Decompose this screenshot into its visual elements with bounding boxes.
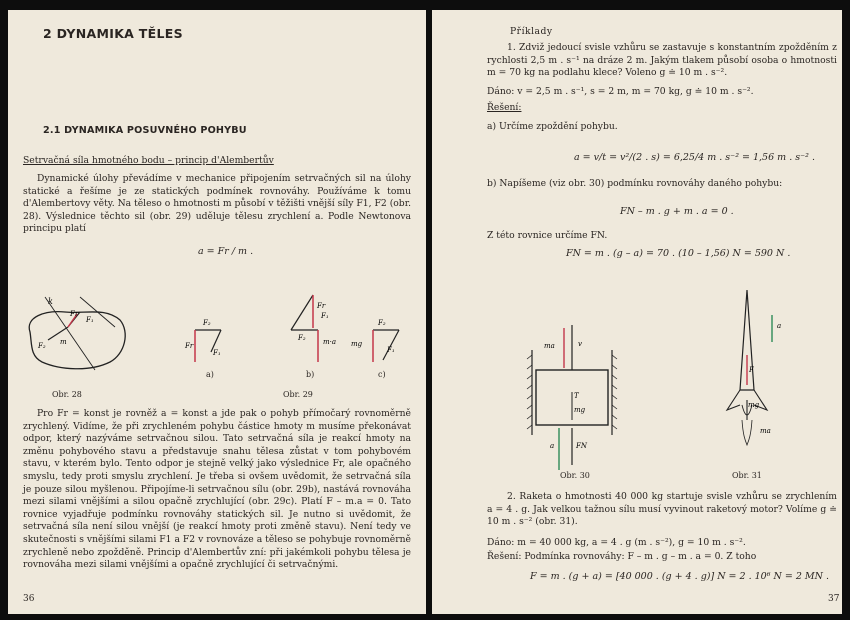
svg-text:T: T <box>574 392 579 400</box>
chapter-title: 2 DYNAMIKA TĚLES <box>43 26 183 41</box>
equation-b: FN – m . g + m . a = 0 . <box>620 206 734 217</box>
equation-c: FN = m . (g – a) = 70 . (10 – 1,56) N = 590 N . <box>566 248 791 259</box>
figure-28 <box>20 292 130 382</box>
right-page <box>432 10 842 614</box>
left-page <box>8 10 426 614</box>
svg-text:Fr: Fr <box>70 310 79 318</box>
figure-31 <box>712 280 802 460</box>
svg-text:Fr: Fr <box>185 342 194 350</box>
svg-text:F₂: F₂ <box>38 342 46 350</box>
example-1-text: 1. Zdviž jedoucí svisle vzhůru se zastavuje s konstantním zpožděním z rychlosti 2,5 m . s⁻¹ na dráze 2 m. Jakým tlakem působí osoba o hmotnosti m = 70 kg na podlahu klece? Voleno g ≐ 10 m . s⁻². <box>487 42 837 79</box>
subsection-title: Setrvačná síla hmotného bodu – princip d'Alembertův <box>23 155 274 166</box>
example-2-text: 2. Raketa o hmotnosti 40 000 kg startuje svisle vzhůru se zrychlením a = 4 . g. Jak velkou tažnou sílu musí vyvinout raketový motor? Volíme g ≐ 10 m . s⁻² (obr. 31). <box>487 491 837 528</box>
paragraph-inertia: Pro Fr = konst je rovněž a = konst a jde pak o pohyb přímočarý rovnoměrně zrychlený. Vidíme, že při zrychleném pohybu částice hmoty m musíme překonávat odpor, který nazýváme setrvačnou silou. Tato setrvačná síla je reakcí hmoty na změnu pohybového stavu a představuje snahu tělesa zůstat v tom pohybovém stavu, v kterém bylo. Tento odpor je stejně velký jako výslednice Fr, ale opačného smyslu, tedy proti smyslu zrychlení. Je třeba si ovšem uvědomit, že setrvačná síla je pouze silou myšlenou. Připojíme-li setrvačnou sílu (obr. 29b), nastává rovnováha mezi silami vnějšími a silou opačně zrychlující (obr. 29c). Platí F – m.a = 0. Tato rovnice vyjadřuje podmínku rovnováhy statických sil. Je nutno si uvědomit, že setrvačná síla není silou vnější (je reakcí hmoty proti změně stavu). Není tedy ve skutečnosti s vnějšími silami F1 a F2 v rovnováze a těleso se pohybuje rovnoměrně zrychleně nebo zpožděně. Princip d'Alembertův zní: při jakémkoli pohybu tělesa je rovnováha mezi silami vnějšími a opačně zrychlující či setrvačnými. <box>23 408 411 571</box>
paragraph-intro: Dynamické úlohy převádíme v mechanice připojením setrvačných sil na úlohy statické a řešíme je ze statických podmínek rovnováhy. Používáme k tomu d'Alembertovy věty. Na těleso o hmotnosti m působí v těžišti vnější síly F1, F2 (obr. 28). Výslednice těchto sil (obr. 29) uděluje tělesu zrychlení a. Podle Newtonova principu platí <box>23 173 411 235</box>
equation-a: a = v/t = v²/(2 . s) = 6,25/4 m . s⁻² = 1,56 m . s⁻² . <box>574 152 815 163</box>
figure-30-caption: Obr. 30 <box>560 471 590 480</box>
step-b: b) Napíšeme (viz obr. 30) podmínku rovnováhy daného pohybu: <box>487 178 783 189</box>
svg-text:F₂: F₂ <box>203 319 211 327</box>
svg-text:F₁: F₁ <box>213 349 221 357</box>
figure-30 <box>524 320 624 470</box>
figure-29-label-a: a) <box>206 370 214 379</box>
svg-text:FN: FN <box>576 442 587 450</box>
example-1-given: Dáno: v = 2,5 m . s⁻¹, s = 2 m, m = 70 kg, g ≐ 10 m . s⁻². <box>487 86 754 97</box>
svg-text:F: F <box>749 366 754 374</box>
section-title: 2.1 DYNAMIKA POSUVNÉHO POHYBU <box>43 125 247 136</box>
svg-text:F₂: F₂ <box>298 334 306 342</box>
solution-label: Řešení: <box>487 102 522 113</box>
svg-text:Fr: Fr <box>317 302 326 310</box>
svg-text:ma: ma <box>760 427 771 435</box>
page-number-left: 36 <box>23 594 35 604</box>
example-2-solution: Řešení: Podmínka rovnováhy: F – m . g – m . a = 0. Z toho <box>487 551 757 562</box>
figure-29 <box>173 290 403 380</box>
page-number-right: 37 <box>828 594 840 604</box>
svg-text:mg: mg <box>574 406 586 414</box>
figure-31-caption: Obr. 31 <box>732 471 762 480</box>
svg-text:m·a: m·a <box>323 338 337 346</box>
svg-text:F₁: F₁ <box>86 316 94 324</box>
svg-text:v: v <box>578 340 582 348</box>
figure-29-caption: Obr. 29 <box>283 390 313 399</box>
step-a: a) Určíme zpoždění pohybu. <box>487 121 618 132</box>
example-2-given: Dáno: m = 40 000 kg, a = 4 . g (m . s⁻²), g = 10 m . s⁻². <box>487 537 746 548</box>
from-equation-text: Z této rovnice určíme FN. <box>487 230 608 241</box>
svg-text:a: a <box>777 322 782 330</box>
svg-text:mg: mg <box>748 401 760 409</box>
examples-heading: Příklady <box>510 26 553 37</box>
svg-text:F₁: F₁ <box>321 312 329 320</box>
svg-text:mg: mg <box>351 340 363 348</box>
svg-text:m: m <box>60 338 67 346</box>
equation-final: F = m . (g + a) = [40 000 . (g + 4 . g)] N = 2 . 10⁶ N = 2 MN . <box>530 571 830 582</box>
svg-text:k: k <box>48 297 53 306</box>
formula-newton: a = Fr / m . <box>198 246 254 257</box>
figure-29-label-b: b) <box>306 370 315 379</box>
svg-text:ma: ma <box>544 342 555 350</box>
figure-29-label-c: c) <box>378 370 386 379</box>
svg-text:F₁: F₁ <box>387 346 395 354</box>
figure-28-caption: Obr. 28 <box>52 390 82 399</box>
svg-text:a: a <box>550 442 555 450</box>
svg-text:F₂: F₂ <box>378 319 386 327</box>
